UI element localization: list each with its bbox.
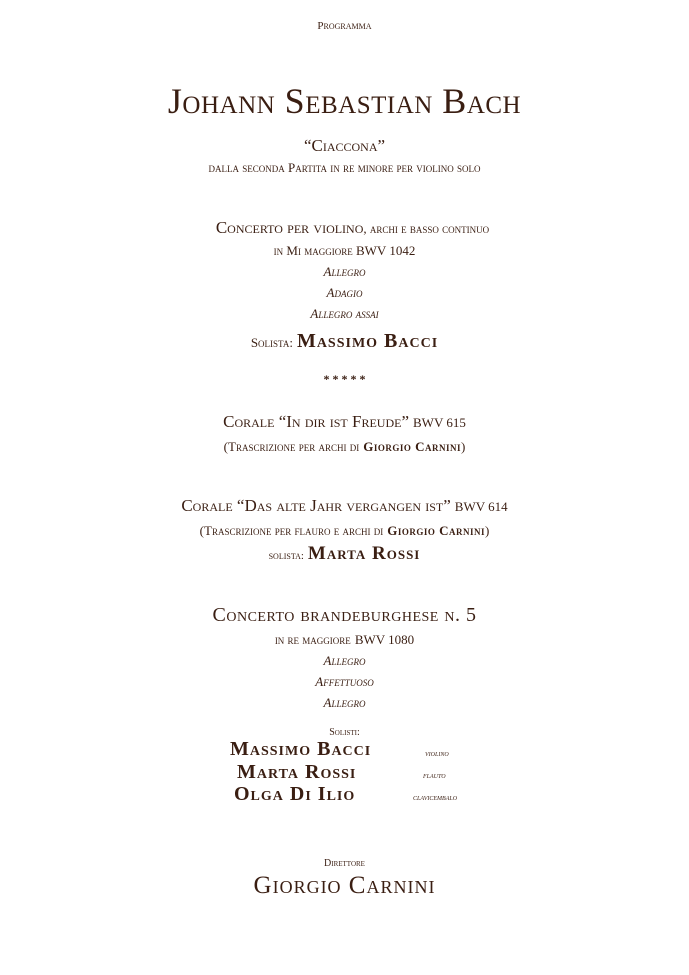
soloist-instrument-1: violino: [425, 748, 449, 758]
program-header: Programma: [317, 20, 372, 32]
piece5-key-line: [0, 631, 689, 649]
piece4-title: Corale “Das alte Jahr vergangen ist”: [181, 496, 451, 515]
piece3-trans-prefix: (Trascrizione per archi di: [223, 439, 360, 454]
soloist-name-2: Marta Rossi: [237, 761, 357, 783]
separator: * * * * *: [323, 372, 366, 386]
piece2-title-rest: , archi e basso continuo: [363, 221, 490, 236]
piece2-movement-3: Allegro assai: [310, 306, 379, 321]
piece2-soloist-line: [0, 330, 689, 353]
piece4-trans-name: Giorgio Carnini: [387, 523, 485, 538]
piece3-title-line: [0, 412, 689, 432]
piece2-title: [8, 218, 689, 238]
piece5-soloists-label: Solisti:: [329, 727, 360, 738]
soloist-instrument-3: clavicembalo: [413, 792, 458, 802]
piece2-soloist-label: Solista:: [250, 335, 293, 350]
piece5-movement-2: Affettuoso: [315, 674, 374, 689]
piece2-movement-1: Allegro: [323, 264, 366, 279]
piece5-movement-3: Allegro: [323, 695, 366, 710]
piece2-title-main: Concerto per violino: [215, 218, 364, 237]
piece4-soloist-line: [0, 543, 689, 565]
piece1-title: “Ciaccona”: [303, 136, 386, 155]
piece5-movement-1: Allegro: [323, 653, 366, 668]
piece5-bwv: BWV 1080: [354, 632, 415, 647]
piece2-movement-2: Adagio: [326, 285, 363, 300]
director-name: Giorgio Carnini: [253, 872, 436, 899]
piece4-trans-suffix: ): [484, 523, 490, 538]
piece2-soloist-name: Massimo Bacci: [296, 330, 439, 352]
piece4-bwv: BWV 614: [454, 499, 508, 514]
soloist-instrument-2: flauto: [423, 770, 446, 780]
piece4-soloist-name: Marta Rossi: [307, 543, 421, 564]
director-label: Direttore: [324, 858, 365, 869]
piece5-title: Concerto brandeburghese n. 5: [212, 604, 477, 626]
piece4-soloist-label: solista:: [268, 550, 304, 562]
piece3-trans-suffix: ): [460, 439, 466, 454]
piece2-key: in Mi maggiore BWV 1042: [273, 243, 416, 258]
piece4-trans-prefix: (Trascrizione per flauro e archi di: [199, 523, 384, 538]
soloist-name-1: Massimo Bacci: [230, 738, 372, 760]
piece3-trans-name: Giorgio Carnini: [363, 439, 461, 454]
piece4-transcription: [0, 522, 689, 540]
piece3-transcription: [0, 438, 689, 456]
piece1-subtitle: dalla seconda Partita in re minore per violino solo: [208, 160, 481, 175]
soloist-name-3: Olga Di Ilio: [234, 783, 356, 805]
composer-name: Johann Sebastian Bach: [167, 81, 522, 121]
piece3-bwv: BWV 615: [413, 415, 466, 430]
piece4-title-line: [0, 496, 689, 516]
piece3-title: Corale “In dir ist Freude”: [223, 412, 409, 431]
piece5-key: in re maggiore: [274, 632, 351, 647]
